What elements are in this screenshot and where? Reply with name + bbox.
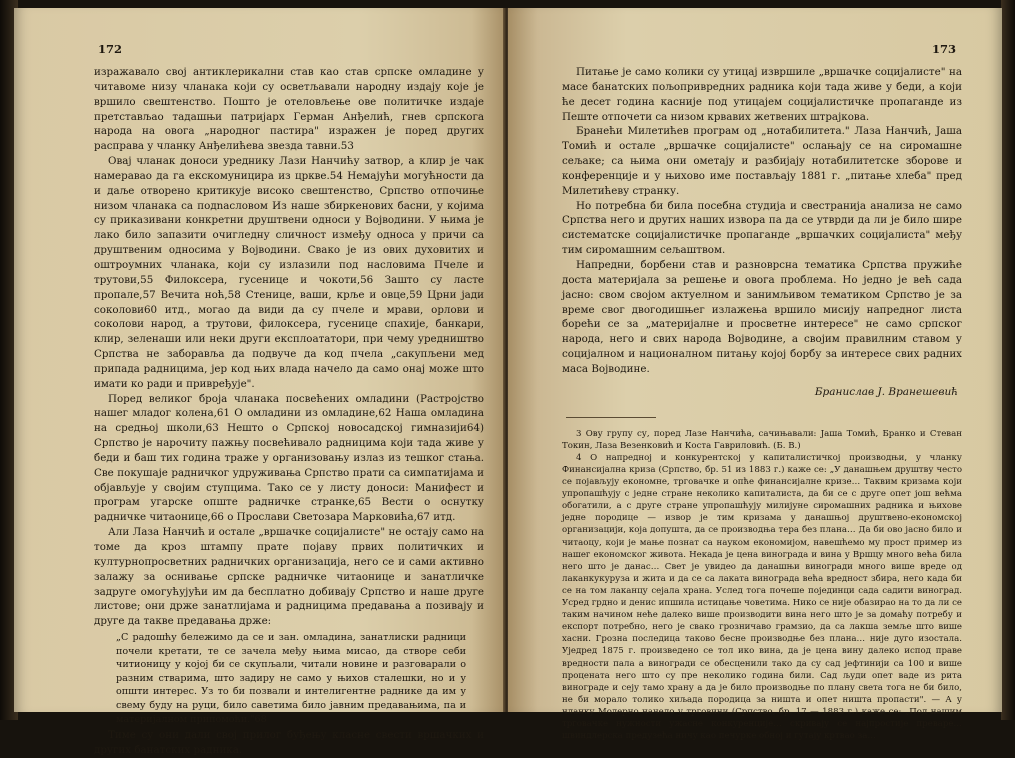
footnote-rule xyxy=(566,417,656,418)
author-signature: Бранислав Ј. Вранешевић xyxy=(814,385,958,398)
right-paragraph-1: Питање је само колики су утицај извршиле „вршачке социјалисте" на масе банатских пољопривредних радника који тада живе у беди, а који ће десет година касније под утицајем социјалистичке пропаганде из Пеште отпочети са низом крвавих жетвених штрајкова. xyxy=(562,66,962,123)
right-paragraph-2: Бранећи Милетићев програм од „нотабилитета." Лаза Нанчић, Јаша Томић и остале „вршачке социјалисте" ослањају се на сиромашне сељаке; са њима они ометају и разбијају нотабилитетске зборове и конференције и у њихово име постављају 1881 г. „питање хлеба" пред Милетићеву странку. xyxy=(562,125,962,197)
left-page xyxy=(14,8,506,757)
book-edge-right xyxy=(1001,0,1015,720)
page-number-right: 173 xyxy=(931,42,956,56)
footnote-3: 3 Ову групу су, поред Лазе Нанчића, сачињавали: Јаша Томић, Бранко и Стеван Токин, Лаза Везенковић и Коста Гавриловић. (Б. В.) xyxy=(562,428,962,451)
left-paragraph-1: изражавало свој антиклерикални став као став српске омладине у читавоме низу чланака који су осветљавали народну издају које је вршило свештенство. Пошто је отеловљење ове политичке издаје претстављао тадашњи патријарх Герман Анђелић, гнев српскога народа на овога „народног пастира" изражен је поред других расправа у чланку Анђелићева звезда тавни.53 xyxy=(94,66,484,153)
left-closing-paragraph: Тиме су они дали свој прилог буђењу класне свести вршачких и других банатских радника. xyxy=(94,729,484,757)
left-paragraph-4: Али Лаза Нанчић и остале „вршачке социјалисте" не остају само на томе да кроз штампу прате појаву првих политичких и културнопросветних радничких организација, него се и сами активно залажу за оснивање српске радничке читаонице и занатличке задруге омогућујући им да бесплатно добивају Српство и наше друге листове; они држе занатлијама и радницима предавања а позивају и друге да такве предавања држе: xyxy=(94,526,484,628)
right-page xyxy=(508,8,1002,742)
footnote-4: 4 О напредној и конкурентској у капиталистичкој производњи, у чланку Финансијална криза (Српство, бр. 51 из 1883 г.) каже се: „У данашњем друштву често се појављују економне, трговачке и опће финансијалне кризе… Таквим кризама који упропашћују с једне стране неколико капиталиста, да би се с друге опет још већма обогатили, а с друге стране упропашћују милијуне сиромашних радника и њихове једне породице — извор је тим кризама у данашњој друштвено-економској организацији, која допушта, да се производња тера без плана… Да би ово јасно било и читаоцу, који је мање познат са науком економијом, навешћемо му прост пример из нашег економског живота. Некада је цена винограда и вина у Вршцу много већа била него што је данас… Свет је увидео да данашњи виногради много више вреде од лаканкукуруза и жита и да се са лаката винограда већа вредност збира, него када би се на том лаканцу сејала храна. Услед тога почеше појединци сада садити виноград. Усред грдно и денис ипшила истицање човетима. Нико се није обазирао на то да ли се таким начином неће далеко више производити вина него што је за домаћу потребу и експорт потребно, него је свако грозничаво грамзио, да са лакша земље што више хасни. Грозна последица таково бесне производње без плана… није дуго изостала. Уједред 1875 г. произведено се тол ико вина, да је цена вину далеко испод праве вредности пала а виногради се обесценили тако да су сад јефтинији са 100 и више процената него што су пре неколико година били. Сад људи опет ваде из рита винограде и сеју тамо храну а да је било производње по плану света тога не би било, не би морало толико хиљада породица за ништа и опет ништа пропасти". — А у чланку Модерно начело у трговини (Српство, бр. 17 — 1883 г.) каже се: „Под нашим трговачке нужности ужасне конкуренције… скривају се најпростије преваре… швиндлерска предузећа ничу као печурке обној и гутају кртвао за… xyxy=(562,452,962,742)
right-paragraph-4: Напредни, борбени став и разноврсна тематика Српства пружиће доста материјала за решење и овога проблема. Но једно је већ сада јасно: свом својом актуелном и занимљивом тематиком Српство је за време свог двогодишњег излажења вршило мисију напредног листа борећи се за „материјалне и просветне интересе" не само српског народа, него и свих народа Војводине, а својим правилним ставом у социјалном и националном питању којој борбу за интересе свих радних маса Војводине. xyxy=(562,258,962,375)
left-paragraph-3: Поред великог броја чланака посвећених омладини (Растројство нашег младог колена,61 О омладини из омладине,62 Наша омладина на средњој школи,63 Нешто о Српској новосадској гимназији64) Српство је нарочиту пажњу посвећивало радницима који тада живе у беди и баш тих година траже у организовању излаз из тешког стања. Све покушаје радничког удруживања Српство прати са симпатијама и објављује у својим ступцима. Тако се у листу доноси: Манифест и програм угарске опште радничке странке,65 Вести о оснутку радничке читаонице,66 о Прослави Светозара Марковића,67 итд. xyxy=(94,392,484,524)
page-number-left: 172 xyxy=(98,42,123,56)
right-paragraph-3: Но потребна би била посебна студија и свестранија анализа не само Српства него и других наших извора па да се утврди да ли је било шире систематске социјалистичке пропаганде „вршачких социјалиста" међу тим сиромашним сељаштвом. xyxy=(562,199,962,257)
left-paragraph-2: Овај чланак доноси уреднику Лази Нанчићу затвор, а клир је чак намеравао да га екскомуницира из цркве.54 Немајући могућности да и даље отворено критикује високо свештенство, Српство отпочиње низом чланака са подnасловом Из наше збиркенових басни, у којима су приказивани конкретни друштвени односи у Војводини. У њима је лако било запазити очигледну сличност између односа у причи са друштвеним односима у Војводини. Свако је из ових духовитих и оштроумних чланака, који су излазили под насловима Пчеле и трутови,55 Филоксера, гусенице и чокоти,56 Зашто су ласте пропале,57 Вечита ноћ,58 Стенице, ваши, крље и овце,59 Црни јади соколови60 итд., могао да види да су пчеле и мрави, орлови и соколови народ, а трутови, филоксера, гусенице спахије, банкари, клир, зеленаши или неки други експлоататори, при чему уредништво Српства не заборавља да подвуче да код пчела „сакупљени мед припада радницима, јер код њих влада начело да само онај може што имати ко ради и привређује". xyxy=(94,155,484,390)
left-quote: „С радошћу бележимо да се и зан. омладина, занатлиски радници почели кретати, те се зачела међу њима мисао, да створе себи читионицу у којој би се скупљали, читали новине и разговарали о разним стварима, што задиру не само у њихов сталешки, но и у општи интерес. Уз то би позвали и интелигентне раднике да им у свему буду на руци, било саветима било јавним предавањима, па и материјалном припомоћи."68 xyxy=(116,632,466,725)
